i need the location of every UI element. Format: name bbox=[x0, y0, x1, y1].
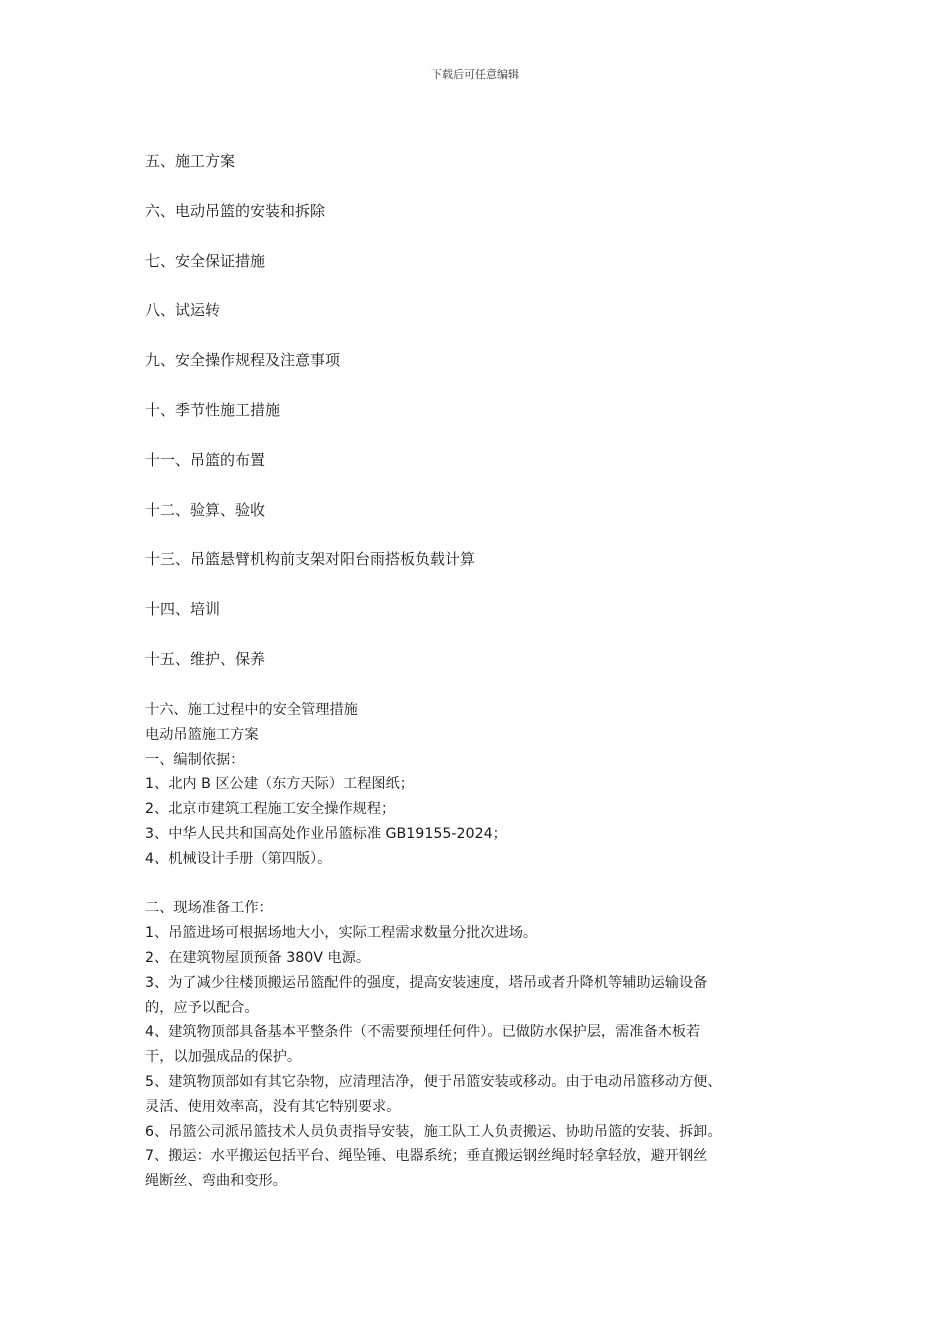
toc-item: 十四、培训 bbox=[145, 600, 221, 619]
list-item-line: 干，以加强成品的保护。 bbox=[145, 1049, 302, 1066]
list-item: 3、中华人民共和国高处作业吊篮标准 GB19155-2024； bbox=[145, 825, 507, 842]
list-item-line: 5、建筑物顶部如有其它杂物，应清理洁净，便于吊篮安装或移动。由于电动吊篮移动方便、 bbox=[145, 1073, 722, 1090]
list-item-line: 4、建筑物顶部具备基本平整条件（不需要预埋任何件）。已做防水保护层，需准备木板若 bbox=[145, 1024, 701, 1041]
list-item bbox=[145, 946, 825, 971]
list-item-line: 6、吊篮公司派吊篮技术人员负责指导安装，施工队工人负责搬运、协助吊篮的安装、拆卸。 bbox=[145, 1123, 722, 1140]
list-item bbox=[145, 971, 825, 1021]
document-title: 电动吊篮施工方案 bbox=[145, 726, 259, 743]
toc-item: 十五、维护、保养 bbox=[145, 649, 266, 668]
toc-item: 十三、吊篮悬臂机构前支架对阳台雨搭板负载计算 bbox=[145, 550, 476, 569]
paragraph-spacer bbox=[145, 872, 825, 897]
table-of-contents bbox=[145, 150, 825, 698]
toc-item: 九、安全操作规程及注意事项 bbox=[145, 351, 341, 370]
toc-item: 五、施工方案 bbox=[145, 152, 236, 170]
list-item bbox=[145, 1020, 825, 1070]
toc-item: 六、电动吊篮的安装和拆除 bbox=[145, 201, 326, 220]
list-item-line: 灵活、使用效率高，没有其它特别要求。 bbox=[145, 1098, 401, 1115]
toc-item: 十一、吊篮的布置 bbox=[145, 450, 266, 469]
document-body bbox=[145, 698, 825, 1194]
section-heading-basis: 一、编制依据： bbox=[145, 751, 245, 768]
page-header-note: 下载后可任意编辑 bbox=[431, 68, 519, 81]
list-item: 1、北内 B 区公建（东方天际）工程图纸； bbox=[145, 776, 414, 793]
list-item bbox=[145, 1144, 825, 1194]
list-item-line: 的，应予以配合。 bbox=[145, 999, 259, 1016]
list-item bbox=[145, 921, 825, 946]
list-item: 4、机械设计手册（第四版）。 bbox=[145, 850, 332, 867]
list-item-line: 2、在建筑物屋顶预备 380V 电源。 bbox=[145, 949, 371, 966]
list-item-line: 1、吊篮进场可根据场地大小，实际工程需求数量分批次进场。 bbox=[145, 925, 538, 942]
list-item bbox=[145, 1070, 825, 1120]
toc-item: 十二、验算、验收 bbox=[145, 500, 266, 519]
toc-item: 八、试运转 bbox=[145, 301, 221, 320]
toc-item: 十六、施工过程中的安全管理措施 bbox=[145, 702, 358, 718]
toc-item: 七、安全保证措施 bbox=[145, 251, 266, 270]
toc-item: 十、季节性施工措施 bbox=[145, 400, 281, 419]
list-item: 2、北京市建筑工程施工安全操作规程； bbox=[145, 801, 396, 818]
list-item bbox=[145, 1120, 825, 1145]
section-heading-preparation: 二、现场准备工作： bbox=[145, 900, 273, 917]
list-item-line: 3、为了减少往楼顶搬运吊篮配件的强度，提高安装速度，塔吊或者升降机等辅助运输设备 bbox=[145, 974, 708, 991]
list-item-line: 7、搬运：水平搬运包括平台、绳坠锤、电器系统；垂直搬运钢丝绳时轻拿轻放，避开钢丝 bbox=[145, 1148, 708, 1165]
list-item-line: 绳断丝、弯曲和变形。 bbox=[145, 1173, 287, 1190]
